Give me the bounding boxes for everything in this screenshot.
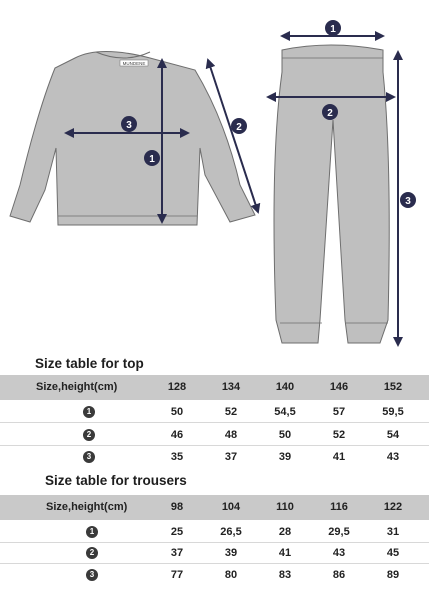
- top-header-label: Size,height(cm): [36, 381, 118, 393]
- table-cell: 37: [170, 547, 184, 559]
- svg-text:3: 3: [126, 120, 132, 131]
- table-cell: 31: [386, 526, 400, 538]
- svg-text:2: 2: [236, 122, 242, 133]
- row-divider: [0, 563, 429, 564]
- marker-top-2: [231, 118, 247, 134]
- table-cell: 41: [278, 547, 292, 559]
- row-divider: [0, 445, 429, 446]
- marker-trousers-3: [400, 192, 416, 208]
- table-cell: 52: [332, 429, 346, 441]
- table-cell: 50: [278, 429, 292, 441]
- trousers-size-5: 122: [383, 501, 403, 513]
- top-row-3-marker: 3: [83, 451, 95, 463]
- table-cell: 28: [278, 526, 292, 538]
- top-row-1-marker: 1: [83, 406, 95, 418]
- svg-text:1: 1: [149, 154, 155, 165]
- top-size-table-title: Size table for top: [35, 356, 144, 371]
- sweater-drawing: [10, 52, 255, 226]
- top-size-3: 140: [275, 381, 295, 393]
- top-size-2: 134: [221, 381, 241, 393]
- table-cell: 45: [386, 547, 400, 559]
- table-cell: 83: [278, 569, 292, 581]
- trousers-size-table-title: Size table for trousers: [45, 473, 187, 488]
- trousers-row-3-marker: 3: [86, 569, 98, 581]
- top-size-4: 146: [329, 381, 349, 393]
- top-size-5: 152: [383, 381, 403, 393]
- top-size-table-header: [0, 375, 429, 400]
- table-cell: 39: [278, 451, 292, 463]
- trousers-row-1-marker: 1: [86, 526, 98, 538]
- row-divider: [0, 542, 429, 543]
- table-cell: 37: [224, 451, 238, 463]
- table-cell: 39: [224, 547, 238, 559]
- top-row-2-marker: 2: [83, 429, 95, 441]
- svg-text:1: 1: [330, 24, 336, 35]
- table-cell: 43: [386, 451, 400, 463]
- table-cell: 77: [170, 569, 184, 581]
- table-cell: 59,5: [382, 406, 404, 418]
- svg-text:3: 3: [405, 196, 411, 207]
- top-size-1: 128: [167, 381, 187, 393]
- table-cell: 54,5: [274, 406, 296, 418]
- table-cell: 26,5: [220, 526, 242, 538]
- table-cell: 86: [332, 569, 346, 581]
- table-cell: 29,5: [328, 526, 350, 538]
- table-cell: 48: [224, 429, 238, 441]
- trousers-drawing: [274, 45, 389, 343]
- svg-text:2: 2: [327, 108, 333, 119]
- trousers-row-2-marker: 2: [86, 547, 98, 559]
- table-cell: 54: [386, 429, 400, 441]
- table-cell: 46: [170, 429, 184, 441]
- trousers-header-label: Size,height(cm): [46, 501, 128, 513]
- table-cell: 80: [224, 569, 238, 581]
- table-cell: 50: [170, 406, 184, 418]
- trousers-size-table-header: [0, 495, 429, 520]
- brand-label: MUNDENE: [122, 61, 146, 66]
- table-cell: 57: [332, 406, 346, 418]
- table-cell: 89: [386, 569, 400, 581]
- marker-trousers-1: [325, 20, 341, 36]
- trousers-size-1: 98: [170, 501, 184, 513]
- table-cell: 52: [224, 406, 238, 418]
- row-divider: [0, 422, 429, 423]
- trousers-size-3: 110: [276, 501, 294, 513]
- table-cell: 41: [332, 451, 346, 463]
- table-cell: 25: [170, 526, 184, 538]
- table-cell: 43: [332, 547, 346, 559]
- trousers-size-2: 104: [221, 501, 241, 513]
- marker-top-3: [121, 116, 137, 132]
- trousers-size-4: 116: [330, 501, 348, 513]
- marker-top-1: [144, 150, 160, 166]
- table-cell: 35: [170, 451, 184, 463]
- marker-trousers-2: [322, 104, 338, 120]
